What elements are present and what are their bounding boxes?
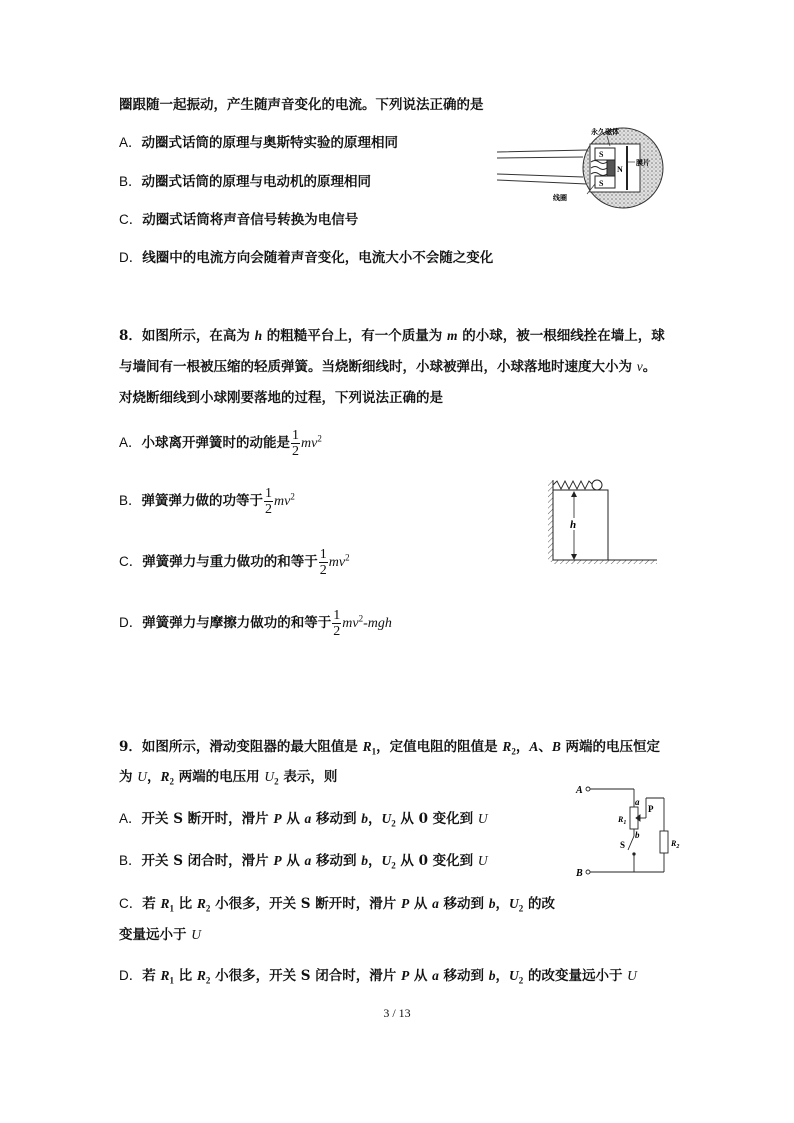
q9-option-c: C．若 $R_1$ 比 $R_2$ 小很多，开关 S 断开时，滑片 P 从 a 移动到 b，$U_2$ 的改	[119, 896, 555, 914]
magnet-n-label: N	[617, 165, 623, 174]
height-label: h	[570, 519, 577, 531]
formula-mv: mv	[274, 494, 291, 509]
q8-stem-line2	[119, 357, 656, 377]
option-letter: C．	[119, 212, 143, 227]
option-letter: B．	[119, 493, 142, 508]
option-text: 小球离开弹簧时的动能是	[141, 435, 291, 451]
r1-label: $R_1$	[618, 815, 627, 826]
exponent: 2	[290, 491, 295, 502]
option-letter: A．	[119, 435, 142, 450]
coil-label: 线圈	[553, 194, 567, 202]
var-v: v	[636, 359, 643, 374]
slider-p-label: P	[648, 804, 654, 814]
option-letter: B．	[119, 174, 142, 189]
option-text: 弹簧弹力与重力做功的和等于	[142, 554, 318, 570]
option-text: 动圈式话筒的原理与电动机的原理相同	[141, 174, 372, 190]
exponent: 2	[358, 613, 364, 624]
node-b-label: b	[635, 830, 640, 840]
option-text: 动圈式话筒将声音信号转换为电信号	[142, 212, 359, 228]
fraction: $\frac{1}{2}$	[292, 428, 300, 459]
terminal-a-label: A	[576, 785, 583, 796]
option-text: 弹簧弹力做的功等于	[141, 493, 264, 509]
option-letter: C．	[119, 554, 143, 569]
q8-option-a	[119, 428, 322, 459]
q8-stem-line1	[119, 326, 665, 346]
q9-stem-line2: 为 U，$R_2$ 两端的电压用 $U_2$ 表示，则	[119, 769, 338, 787]
q8-option-b	[119, 486, 295, 517]
option-letter: A．	[119, 135, 142, 150]
q8-option-c	[119, 547, 350, 578]
q7-option-d	[119, 248, 493, 268]
formula-mv: mv	[328, 555, 346, 570]
stem-text: 。	[642, 359, 657, 375]
option-text: 动圈式话筒的原理与奥斯特实验的原理相同	[141, 135, 399, 151]
node-a-label: a	[635, 797, 640, 807]
circuit-figure	[574, 780, 690, 880]
platform-figure	[546, 476, 658, 566]
q8-stem-line3: 对烧断细线到小球刚要落地的过程，下列说法正确的是	[119, 390, 443, 406]
option-letter: D．	[119, 250, 143, 265]
q9-option-b: B．开关 S 闭合时，滑片 P 从 a 移动到 b，$U_2$ 从 0 变化到 U	[119, 853, 488, 871]
microphone-figure	[495, 122, 677, 218]
q9-option-d: D．若 $R_1$ 比 $R_2$ 小很多，开关 S 闭合时，滑片 P 从 a 移动到 b，$U_2$ 的改变量远小于 U	[119, 968, 637, 986]
membrane-label: 膜片	[636, 159, 650, 167]
magnet-s2-label: S	[599, 179, 604, 188]
fraction: $\frac{1}{2}$	[265, 486, 273, 517]
q9-option-c-line2: 变量远小于 U	[119, 927, 201, 943]
q7-option-a	[119, 133, 398, 153]
var-m: m	[447, 328, 458, 343]
q9-stem-line1: 9．如图所示，滑动变阻器的最大阻值是 $R_1$，定值电阻的阻值是 $R_2$，A、B 两端的电压恒定	[119, 739, 661, 757]
var-h: h	[254, 328, 263, 343]
stem-text: 的小球，被一根细线拴在墙上，球	[457, 328, 665, 344]
switch-s-label: S	[620, 840, 626, 850]
option-text: 线圈中的电流方向会随着声音变化，电流大小不会随之变化	[142, 250, 494, 266]
terminal-b-label: B	[576, 868, 583, 879]
exponent: 2	[345, 552, 350, 563]
fraction: $\frac{1}{2}$	[333, 608, 341, 639]
formula-mv: mv	[301, 436, 318, 451]
q7-option-b	[119, 172, 371, 192]
q9-option-a: A．开关 S 断开时，滑片 P 从 a 移动到 b，$U_2$ 从 0 变化到 U	[119, 811, 488, 829]
q8-option-d	[119, 608, 392, 639]
stem-text: 与墙间有一根被压缩的轻质弹簧。当烧断细线时，小球被弹出，小球落地时速度大小为	[119, 359, 637, 375]
q7-option-c	[119, 210, 358, 230]
fraction: $\frac{1}{2}$	[319, 547, 327, 578]
magnet-s-label: S	[599, 150, 604, 159]
magnet-label: 永久磁体	[591, 128, 619, 136]
r2-label: $R_2$	[671, 839, 680, 850]
option-letter: D．	[119, 615, 143, 630]
q7-stem-continuation: 圈跟随一起振动，产生随声音变化的电流。下列说法正确的是	[119, 97, 484, 113]
page-number: 3 / 13	[383, 1006, 411, 1020]
exponent: 2	[317, 433, 322, 444]
stem-text: 8．如图所示，在高为	[119, 328, 255, 344]
option-text: 弹簧弹力与摩擦力做功的和等于	[142, 615, 332, 631]
stem-text: 的粗糙平台上，有一个质量为	[262, 328, 448, 344]
formula-tail: -mgh	[363, 616, 392, 631]
formula-mv: mv	[342, 616, 359, 631]
